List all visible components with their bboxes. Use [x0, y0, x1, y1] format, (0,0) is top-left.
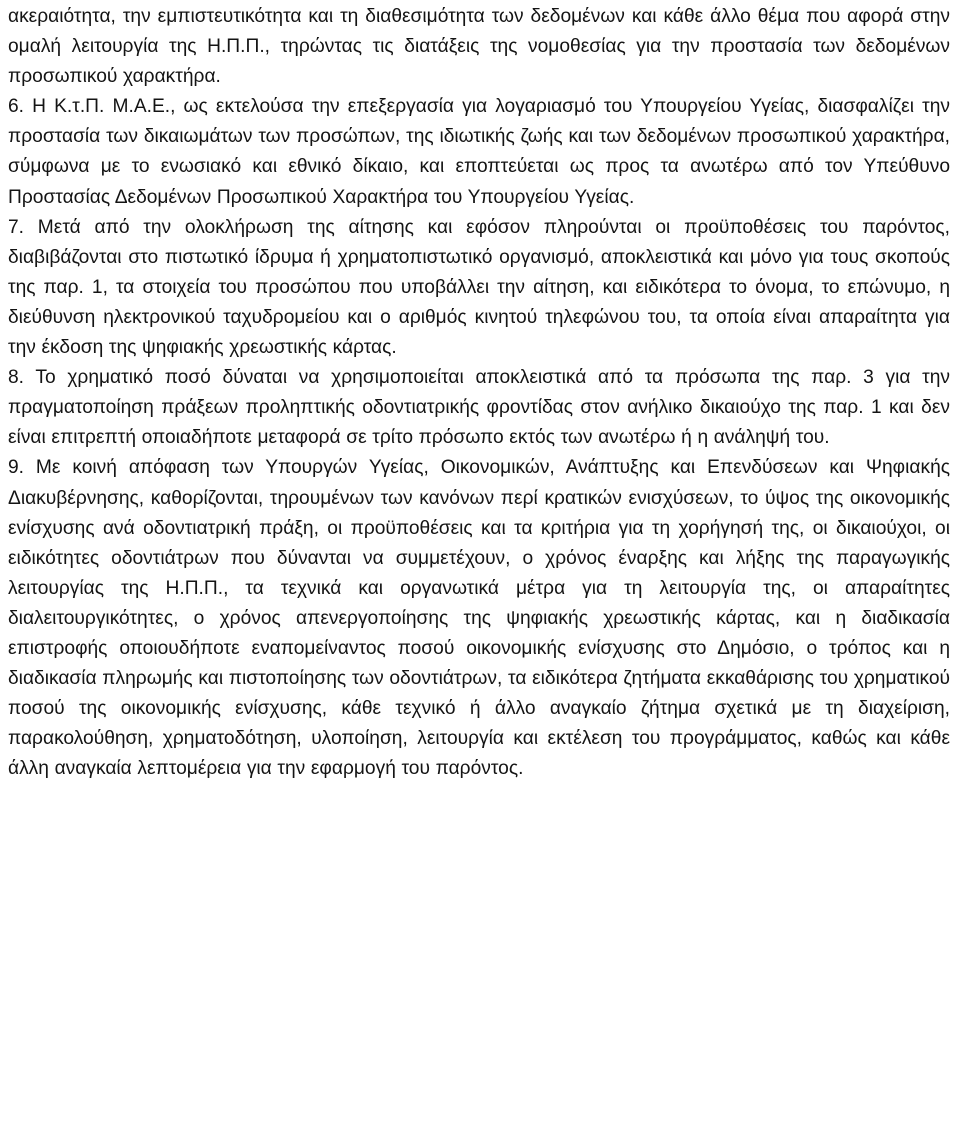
paragraph-continuation: ακεραιότητα, την εμπιστευτικότητα και τη διαθεσιμότητα των δεδομένων και κάθε άλλο θέμα που αφορά στην ομαλή λειτουργία της Η.Π.Π., τηρώντας τις διατάξεις της νομοθεσίας για την προστασία των δεδομένων προσωπικού χαρακτήρα.	[8, 6, 950, 88]
paragraph-7: 7. Μετά από την ολοκλήρωση της αίτησης και εφόσον πληρούνται οι προϋποθέσεις του παρόντος, διαβιβάζονται στο πιστωτικό ίδρυμα ή χρηματοπιστωτικό οργανισμό, αποκλειστικά και μόνο για τους σκοπούς της παρ. 1, τα στοιχεία του προσώπου που υποβάλλει την αίτηση, και ειδικότερα το όνομα, το επώνυμο, η διεύθυνση ηλεκτρονικού ταχυδρομείου και ο αριθμός κινητού τηλεφώνου του, τα οποία είναι απαραίτητα για την έκδοση της ψηφιακής χρεωστικής κάρτας.	[8, 216, 950, 359]
document-page	[8, 2, 950, 784]
paragraph-6: 6. Η Κ.τ.Π. Μ.Α.Ε., ως εκτελούσα την επεξεργασία για λογαριασμό του Υπουργείου Υγείας, διασφαλίζει την προστασία των δικαιωμάτων των προσώπων, της ιδιωτικής ζωής και των δεδομένων προσωπικού χαρακτήρα, σύμφωνα με το ενωσιακό και εθνικό δίκαιο, και εποπτεύεται ως προς τα ανωτέρω από τον Υπεύθυνο Προστασίας Δεδομένων Προσωπικού Χαρακτήρα του Υπουργείου Υγείας.	[8, 96, 950, 208]
paragraph-8: 8. Το χρηματικό ποσό δύναται να χρησιμοποιείται αποκλειστικά από τα πρόσωπα της παρ. 3 για την πραγματοποίηση πράξεων προληπτικής οδοντιατρικής φροντίδας στον ανήλικο δικαιούχο της παρ. 1 και δεν είναι επιτρεπτή οποιαδήποτε μεταφορά σε τρίτο πρόσωπο εκτός των ανωτέρω ή η ανάληψή του.	[8, 367, 950, 449]
paragraph-9: 9. Με κοινή απόφαση των Υπουργών Υγείας, Οικονομικών, Ανάπτυξης και Επενδύσεων και Ψηφιακής Διακυβέρνησης, καθορίζονται, τηρουμένων των κανόνων περί κρατικών ενισχύσεων, το ύψος της οικονομικής ενίσχυσης ανά οδοντιατρική πράξη, οι προϋποθέσεις και τα κριτήρια για τη χορήγησή της, οι δικαιούχοι, οι ειδικότητες οδοντιάτρων που δύνανται να συμμετέχουν, ο χρόνος έναρξης και λήξης της παραγωγικής λειτουργίας της Η.Π.Π., τα τεχνικά και οργανωτικά μέτρα για τη λειτουργία της, οι απαραίτητες διαλειτουργικότητες, ο χρόνος απενεργοποίησης της ψηφιακής χρεωστικής κάρτας, και η διαδικασία επιστροφής οποιουδήποτε εναπομείναντος ποσού οικονομικής ενίσχυσης στο Δημόσιο, ο τρόπος και η διαδικασία πληρωμής και πιστοποίησης των οδοντιάτρων, τα ειδικότερα ζητήματα εκκαθάρισης του χρηματικού ποσού της οικονομικής ενίσχυσης, κάθε τεχνικό ή άλλο αναγκαίο ζήτημα σχετικά με τη διαχείριση, παρακολούθηση, χρηματοδότηση, υλοποίηση, λειτουργία και εκτέλεση του προγράμματος, καθώς και κάθε άλλη αναγκαία λεπτομέρεια για την εφαρμογή του παρόντος.	[8, 457, 950, 780]
